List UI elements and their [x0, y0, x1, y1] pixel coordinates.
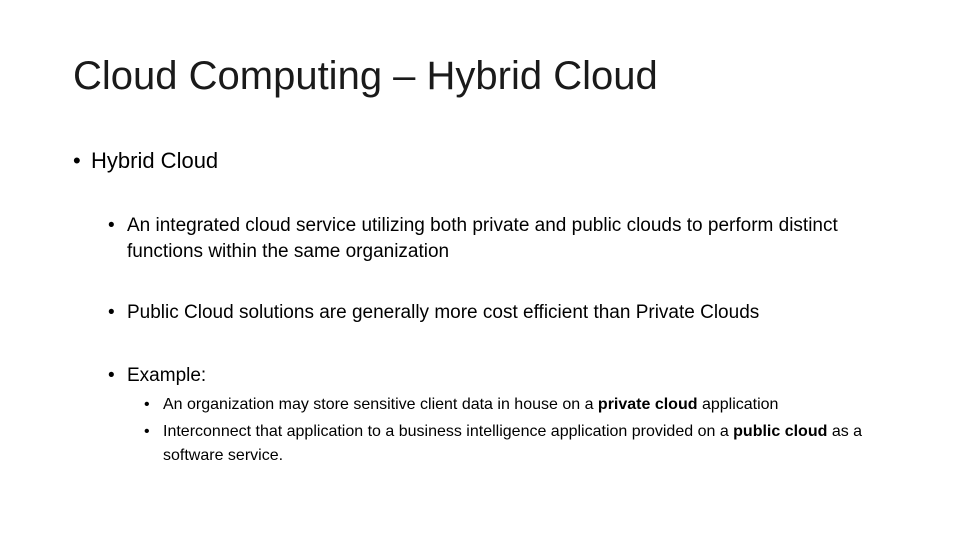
bullet-text — [163, 393, 904, 417]
bullet-text: Public Cloud solutions are generally more cost efficient than Private Clouds — [127, 302, 760, 323]
bold-term: public cloud — [733, 423, 828, 440]
bullet-level2-example — [108, 363, 908, 389]
bullet-level2-definition — [108, 213, 908, 265]
bullet-text: Hybrid Cloud — [91, 148, 219, 173]
bullet-icon: • — [144, 396, 150, 413]
bullet-level1-hybrid-cloud — [73, 148, 218, 174]
bullet-icon: • — [73, 148, 81, 173]
bullet-icon: • — [108, 365, 115, 386]
bullet-text: Example: — [127, 365, 207, 386]
text-run: as a software service. — [163, 423, 863, 464]
text-run: application — [697, 396, 779, 413]
bullet-icon: • — [108, 302, 115, 323]
bullet-icon: • — [108, 215, 115, 236]
text-run: Interconnect that application to a business intelligence application provided on a — [163, 423, 734, 440]
slide-title: Cloud Computing – Hybrid Cloud — [73, 54, 658, 98]
bullet-text — [163, 420, 904, 468]
bullet-text: An integrated cloud service utilizing both private and public clouds to perform distinct functions within the same organization — [127, 215, 838, 262]
bullet-icon: • — [144, 423, 150, 440]
bullet-level2-cost — [108, 300, 908, 326]
bullet-level3-private — [144, 393, 904, 417]
text-run: An organization may store sensitive client data in house on a — [163, 396, 598, 413]
bold-term: private cloud — [597, 396, 698, 413]
bullet-level3-public — [144, 420, 904, 468]
